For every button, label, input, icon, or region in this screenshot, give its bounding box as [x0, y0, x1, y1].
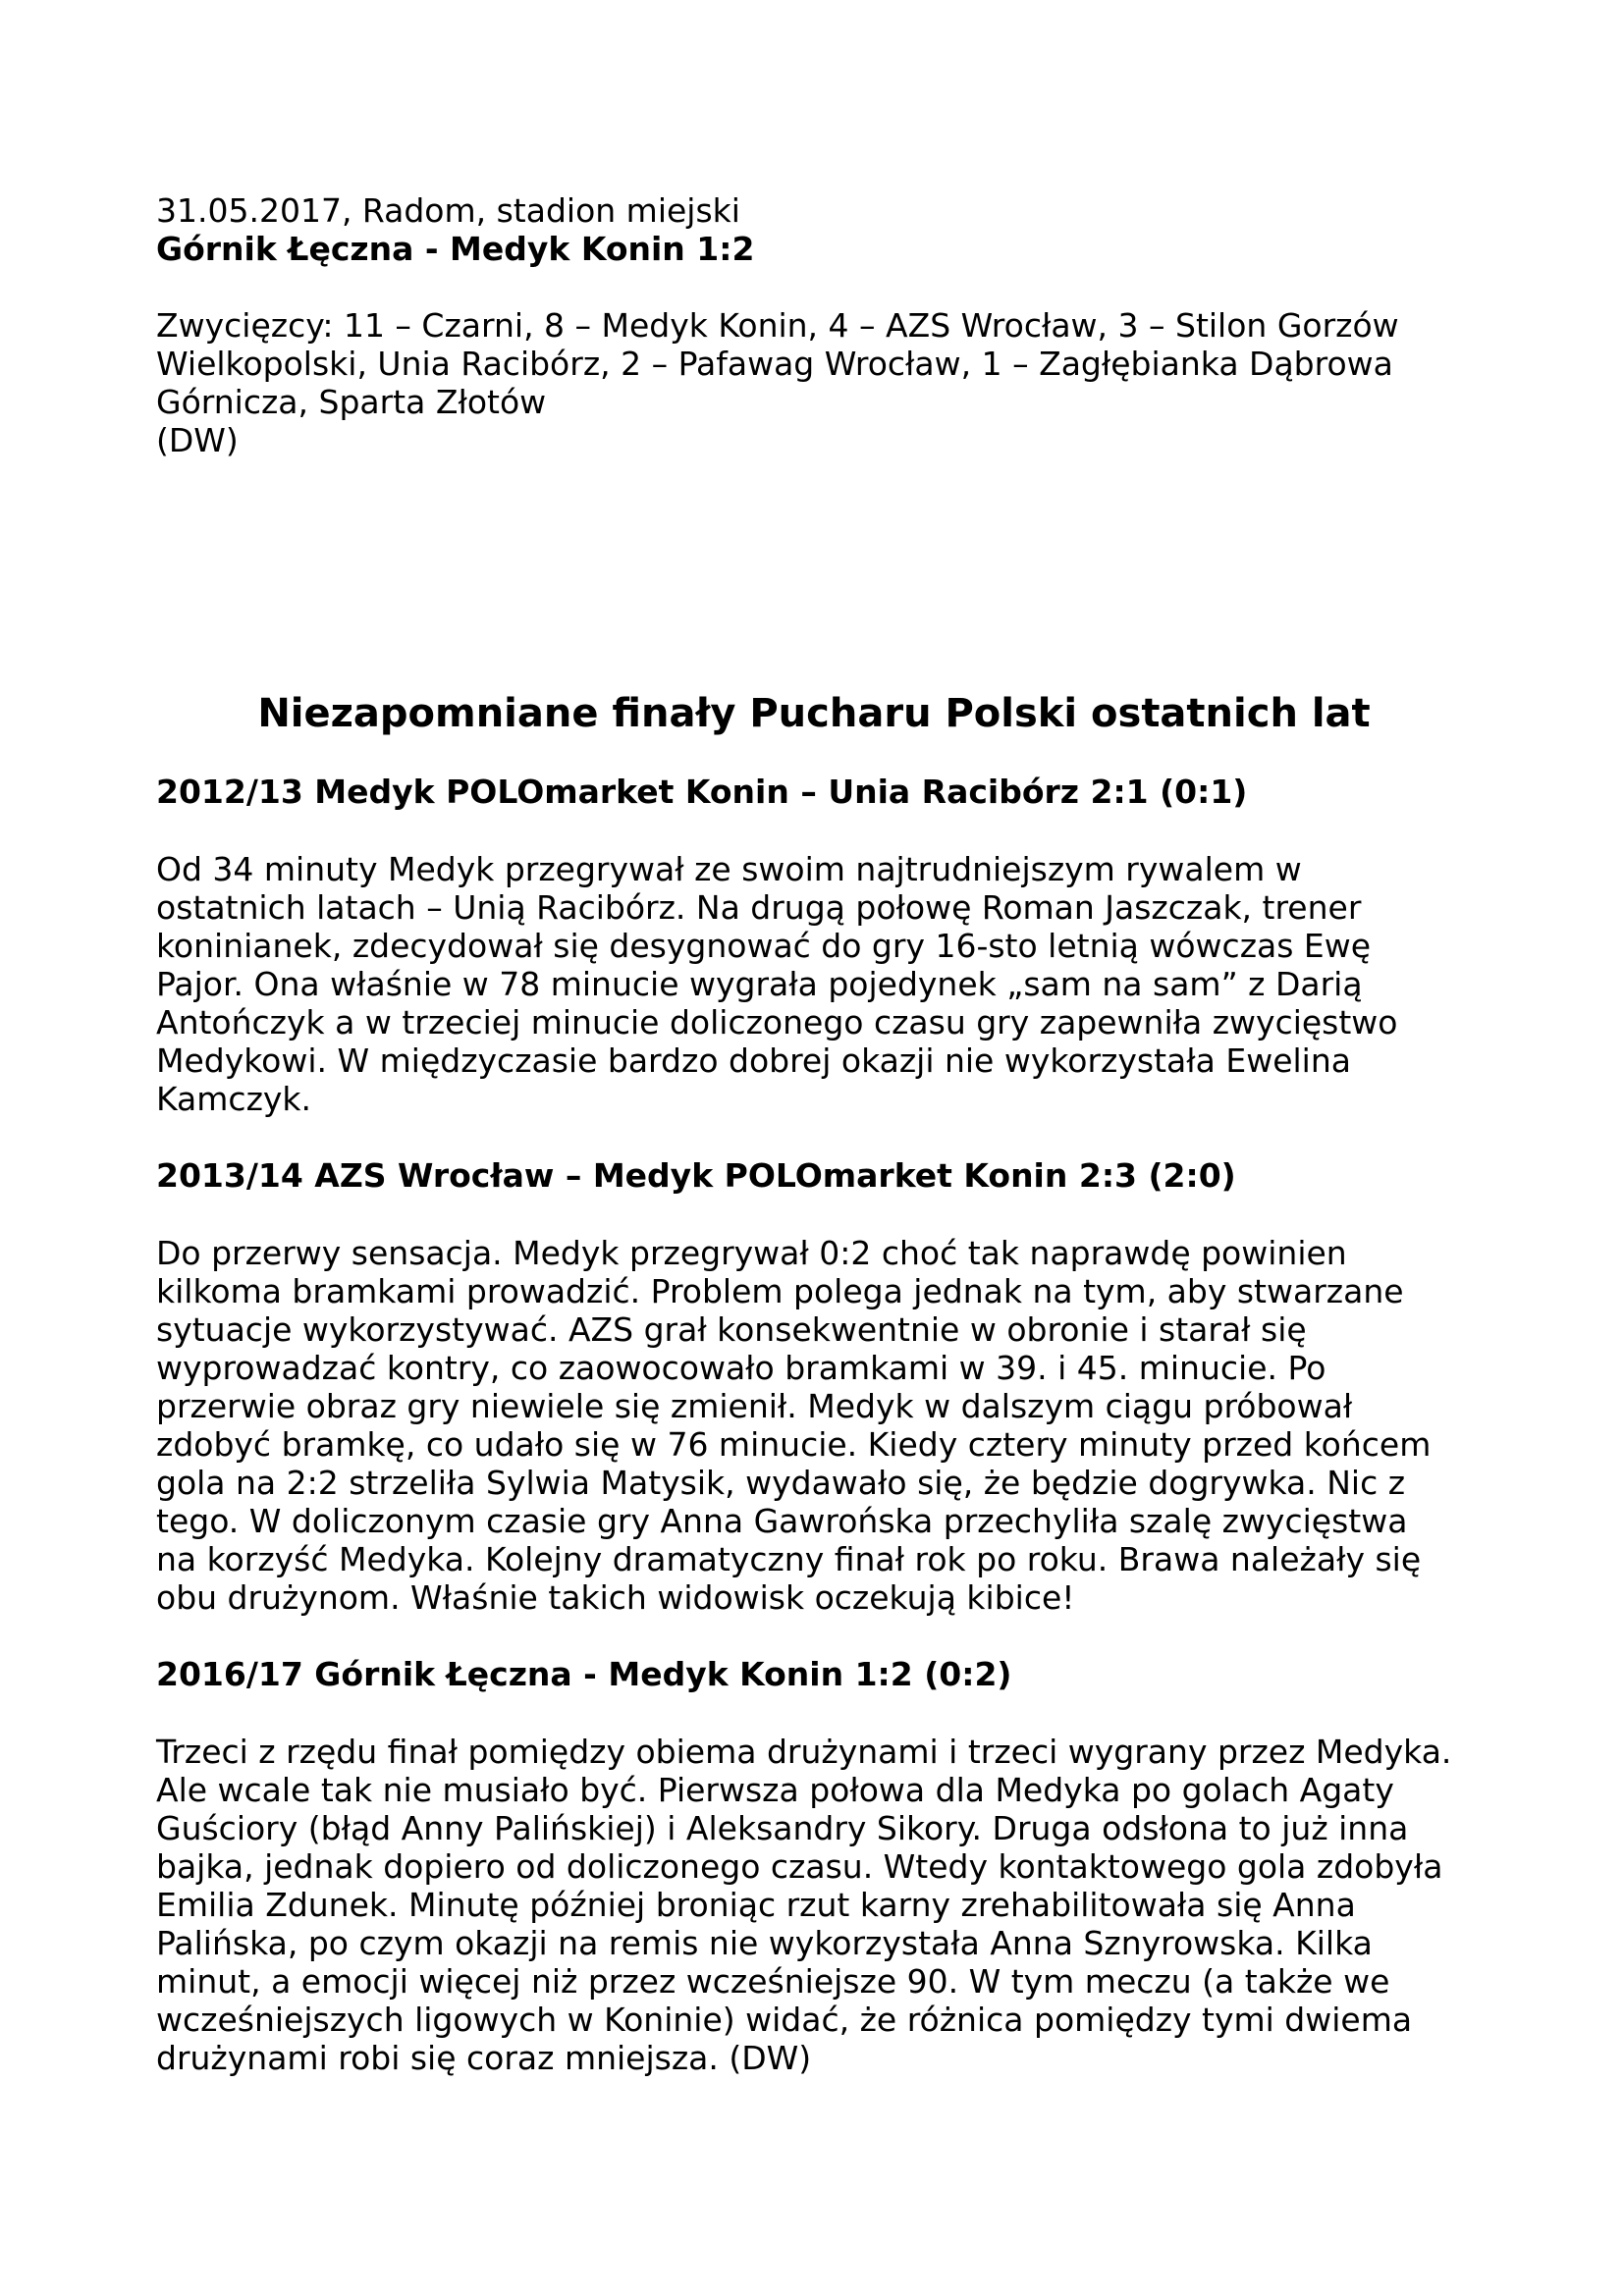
paragraph-line: Pajor. Ona właśnie w 78 minucie wygrała pojedynek „sam na sam” z Darią: [156, 965, 1363, 1003]
article-section: [156, 1156, 1472, 1617]
paragraph-line: przerwie obraz gry niewiele się zmienił. Medyk w dalszym ciągu próbował: [156, 1387, 1353, 1425]
article-title: Niezapomniane finały Pucharu Polski ostatnich lat: [257, 691, 1371, 736]
spacer: [156, 268, 1472, 306]
section-heading: 2013/14 AZS Wrocław – Medyk POLOmarket Konin 2:3 (2:0): [156, 1156, 1236, 1195]
paragraph-line: tego. W doliczonym czasie gry Anna Gawrońska przechyliła szalę zwycięstwa: [156, 1502, 1408, 1540]
paragraph-line: Palińska, po czym okazji na remis nie wykorzystała Anna Sznyrowska. Kilka: [156, 1924, 1373, 1962]
section-heading: 2012/13 Medyk POLOmarket Konin – Unia Racibórz 2:1 (0:1): [156, 773, 1248, 811]
paragraph-line: Kamczyk.: [156, 1080, 312, 1118]
match-result-line: Górnik Łęczna - Medyk Konin 1:2: [156, 230, 755, 268]
section-paragraph: [156, 1733, 1472, 2077]
paragraph-line: drużynami robi się coraz mniejsza. (DW): [156, 2039, 812, 2077]
paragraph-line: obu drużynom. Właśnie takich widowisk oczekują kibice!: [156, 1578, 1075, 1617]
paragraph-line: Guściory (błąd Anny Palińskiej) i Aleksandry Sikory. Druga odsłona to już inna: [156, 1809, 1409, 1847]
article-section: [156, 1655, 1472, 2077]
date-location-line: 31.05.2017, Radom, stadion miejski: [156, 191, 740, 230]
paragraph-line: Do przerwy sensacja. Medyk przegrywał 0:2 choć tak naprawdę powinien: [156, 1234, 1347, 1272]
winners-paragraph: [156, 306, 1472, 459]
paragraph-line: Medykowi. W międzyczasie bardzo dobrej okazji nie wykorzystała Ewelina: [156, 1041, 1351, 1080]
paragraph-line: Od 34 minuty Medyk przegrywał ze swoim najtrudniejszym rywalem w: [156, 850, 1302, 888]
section-paragraph: [156, 1234, 1472, 1617]
paragraph-line: Emilia Zdunek. Minutę później broniąc rzut karny zrehabilitowała się Anna: [156, 1886, 1356, 1924]
spacer: [156, 1693, 1472, 1733]
paragraph-line: kilkoma bramkami prowadzić. Problem polega jednak na tym, aby stwarzane: [156, 1272, 1404, 1310]
winners-line: Górnicza, Sparta Złotów: [156, 383, 547, 421]
spacer: [156, 459, 1472, 689]
paragraph-line: bajka, jednak dopiero od doliczonego czasu. Wtedy kontaktowego gola zdobyła: [156, 1847, 1443, 1886]
paragraph-line: gola na 2:2 strzeliła Sylwia Matysik, wydawało się, że będzie dogrywka. Nic z: [156, 1464, 1406, 1502]
section-heading: 2016/17 Górnik Łęczna - Medyk Konin 1:2 (0:2): [156, 1655, 1012, 1693]
winners-line: Zwycięzcy: 11 – Czarni, 8 – Medyk Konin, 4 – AZS Wrocław, 3 – Stilon Gorzów: [156, 306, 1399, 345]
paragraph-line: na korzyść Medyka. Kolejny dramatyczny finał rok po roku. Brawa należały się: [156, 1540, 1422, 1578]
article-section: [156, 773, 1472, 1118]
spacer: [156, 1195, 1472, 1234]
paragraph-line: Antończyk a w trzeciej minucie doliczonego czasu gry zapewniła zwycięstwo: [156, 1003, 1398, 1041]
spacer: [156, 1118, 1472, 1156]
section-paragraph: [156, 850, 1472, 1118]
paragraph-line: wcześniejszych ligowych w Koninie) widać, że różnica pomiędzy tymi dwiema: [156, 2001, 1413, 2039]
paragraph-line: koninianek, zdecydował się desygnować do gry 16-sto letnią wówczas Ewę: [156, 927, 1372, 965]
paragraph-line: Ale wcale tak nie musiało być. Pierwsza połowa dla Medyka po golach Agaty: [156, 1771, 1394, 1809]
paragraph-line: minut, a emocji więcej niż przez wcześniejsze 90. W tym meczu (a także we: [156, 1962, 1390, 2001]
author-signature: (DW): [156, 421, 239, 459]
spacer: [156, 738, 1472, 773]
paragraph-line: zdobyć bramkę, co udało się w 76 minucie. Kiedy cztery minuty przed końcem: [156, 1425, 1432, 1464]
spacer: [156, 811, 1472, 850]
spacer: [156, 1617, 1472, 1655]
document-page: [156, 191, 1472, 2077]
paragraph-line: Trzeci z rzędu finał pomiędzy obiema drużynami i trzeci wygrany przez Medyka.: [156, 1733, 1452, 1771]
paragraph-line: ostatnich latach – Unią Racibórz. Na drugą połowę Roman Jaszczak, trener: [156, 888, 1362, 927]
paragraph-line: wyprowadzać kontry, co zaowocowało bramkami w 39. i 45. minucie. Po: [156, 1349, 1326, 1387]
winners-line: Wielkopolski, Unia Racibórz, 2 – Pafawag Wrocław, 1 – Zagłębianka Dąbrowa: [156, 345, 1393, 383]
paragraph-line: sytuacje wykorzystywać. AZS grał konsekwentnie w obronie i starał się: [156, 1310, 1307, 1349]
